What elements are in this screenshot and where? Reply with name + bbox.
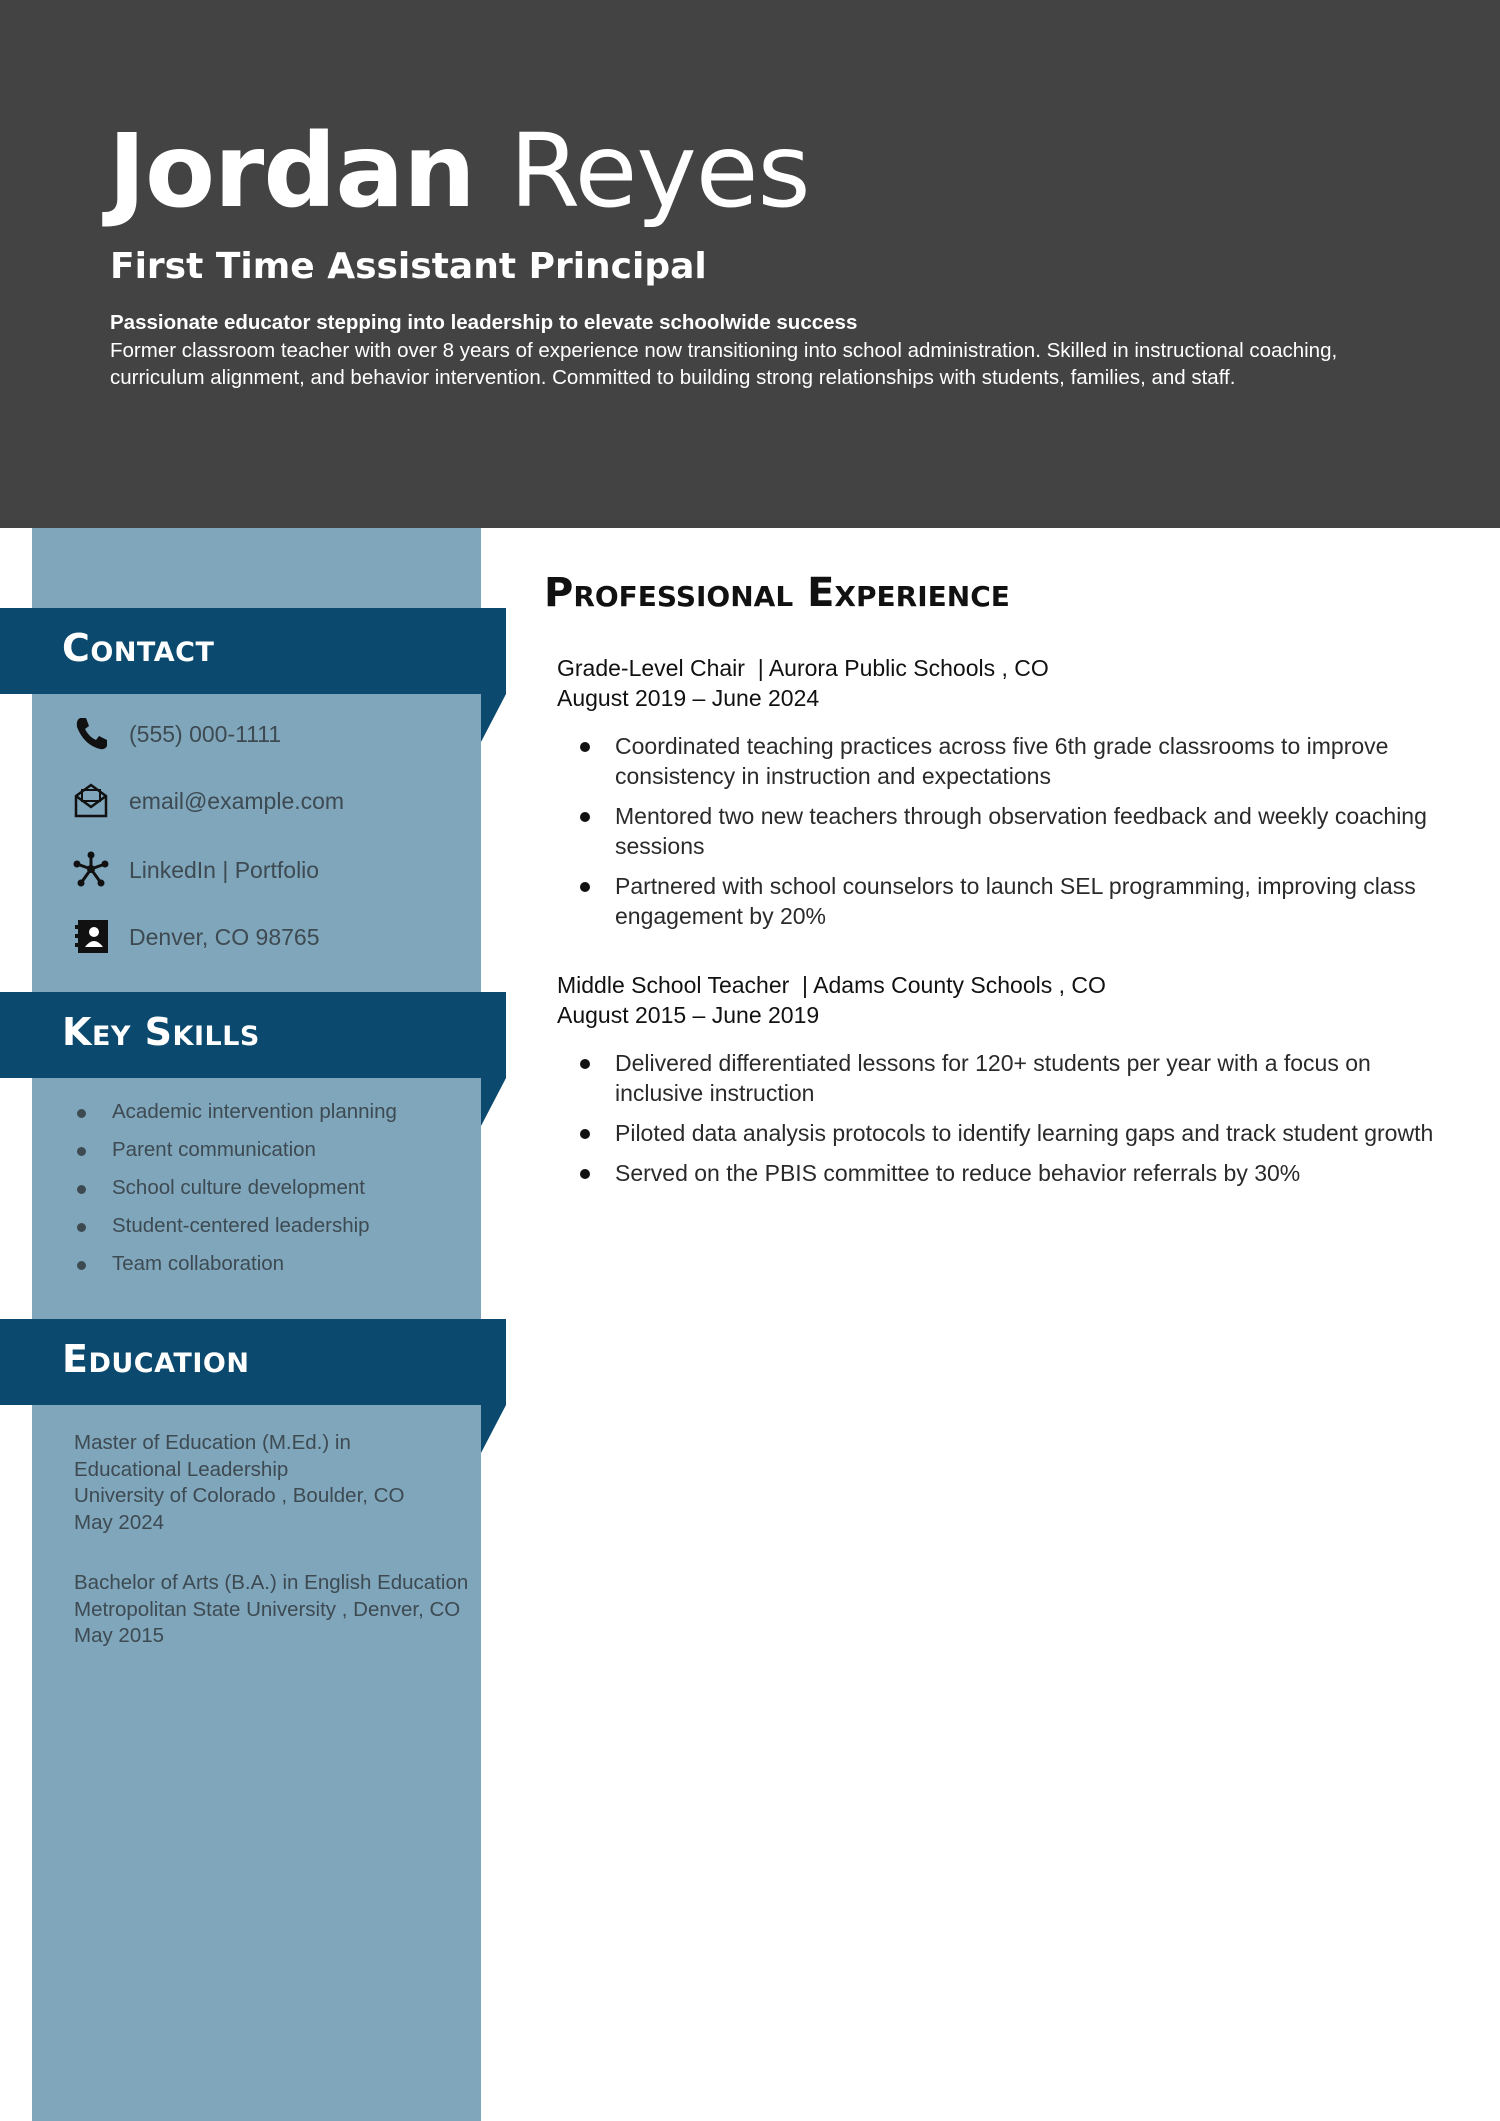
phone-text[interactable]: (555) 000-1111: [129, 721, 282, 747]
job-bullets: [557, 1048, 1457, 1188]
job-employer: Adams County Schools , CO: [813, 972, 1106, 998]
education-school: Metropolitan State University , Denver, CO: [74, 1597, 461, 1621]
experience-entry: [557, 653, 1457, 941]
candidate-name: [108, 112, 810, 232]
last-name: Reyes: [509, 112, 810, 231]
summary-text: Former classroom teacher with over 8 years of experience now transitioning into school administration. Skilled in instructional coaching, curriculum alignment, and behavior intervention. Committed to building strong relationships with students, families, and staff.: [110, 339, 1338, 389]
skills-list: [75, 1100, 397, 1290]
address-book-icon: [72, 917, 110, 955]
job-role: Middle School Teacher: [557, 972, 790, 998]
network-icon: [72, 850, 110, 888]
job-title: First Time Assistant Principal: [110, 246, 707, 287]
job-role-line: Middle School Teacher | Adams County Schools , CO: [557, 972, 1106, 998]
education-date: May 2015: [74, 1624, 165, 1647]
experience-section-title: Professional Experience: [544, 570, 1010, 616]
education-entry: [74, 1570, 474, 1650]
skills-section-band: [0, 992, 506, 1078]
contact-section-band: [0, 608, 506, 694]
job-employer: Aurora Public Schools , CO: [768, 655, 1049, 681]
education-degree: Master of Education (M.Ed.) in Educational Leadership: [74, 1431, 351, 1481]
job-role-line: Grade-Level Chair | Aurora Public Schools , CO: [557, 655, 1049, 681]
job-bullet: Delivered differentiated lessons for 120+ students per year with a focus on inclusive instruction: [557, 1048, 1457, 1108]
education-entry: [74, 1430, 454, 1536]
job-role: Grade-Level Chair: [557, 655, 745, 681]
experience-entry: [557, 970, 1457, 1198]
links-text[interactable]: LinkedIn | Portfolio: [129, 857, 320, 883]
job-dates: August 2015 – June 2019: [557, 1002, 820, 1028]
skill-item: Student-centered leadership: [75, 1214, 397, 1252]
skill-item: Parent communication: [75, 1138, 397, 1176]
education-band-fold: [481, 1405, 506, 1453]
education-section-title: Education: [62, 1337, 250, 1381]
skill-item: Academic intervention planning: [75, 1100, 397, 1138]
education-section-band: [0, 1319, 506, 1405]
education-degree: Bachelor of Arts (B.A.) in English Education: [74, 1571, 469, 1594]
job-bullets: [557, 731, 1457, 931]
education-school: University of Colorado , Boulder, CO: [74, 1484, 405, 1507]
phone-icon: [72, 714, 110, 752]
skill-item: School culture development: [75, 1176, 397, 1214]
skills-section-title: Key Skills: [62, 1010, 260, 1054]
skills-band-fold: [481, 1078, 506, 1126]
first-name: Jordan: [108, 112, 475, 231]
job-bullet: Mentored two new teachers through observation feedback and weekly coaching sessions: [557, 801, 1457, 861]
education-date: May 2024: [74, 1510, 165, 1534]
job-dates: August 2019 – June 2024: [557, 685, 820, 711]
job-bullet: Partnered with school counselors to launch SEL programming, improving class engagement by 20%: [557, 871, 1457, 931]
job-bullet: Coordinated teaching practices across five 6th grade classrooms to improve consistency in instruction and expectations: [557, 731, 1457, 791]
skill-item: Team collaboration: [75, 1252, 397, 1290]
address-text: Denver, CO 98765: [129, 924, 320, 950]
summary-tagline: Passionate educator stepping into leadership to elevate schoolwide success: [110, 311, 858, 334]
job-bullet: Piloted data analysis protocols to identify learning gaps and track student growth: [557, 1118, 1457, 1148]
envelope-icon: [72, 781, 110, 819]
email-text[interactable]: email@example.com: [129, 788, 345, 814]
contact-band-fold: [481, 694, 506, 742]
job-bullet: Served on the PBIS committee to reduce behavior referrals by 30%: [557, 1158, 1457, 1188]
contact-section-title: Contact: [62, 626, 215, 670]
resume-header: [0, 0, 1500, 528]
